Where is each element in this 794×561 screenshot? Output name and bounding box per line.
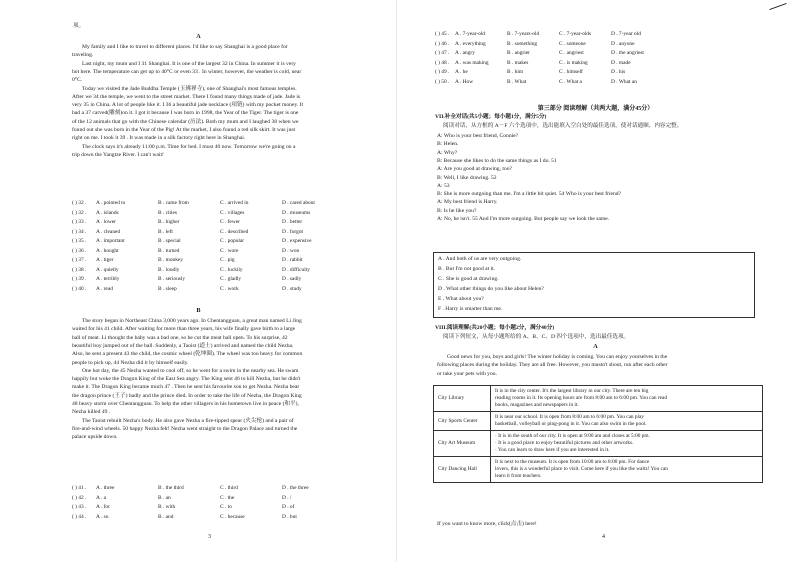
answer-option-c[interactable]: C . because [220, 513, 245, 520]
answer-option-d[interactable]: D . anyone [611, 40, 635, 47]
place-description [491, 431, 763, 457]
answer-option-a[interactable]: A . was making [455, 59, 489, 66]
answer-option-b[interactable]: B . loudly [158, 266, 180, 273]
question-number: ( ) 43 . [72, 504, 87, 510]
answer-option-a[interactable]: A . for [96, 504, 110, 510]
question-number: ( ) 49 . [435, 69, 450, 75]
table-row [434, 431, 763, 457]
passage-line: The story began in Northeast China 3,000 years ago. In Chentangguan, a great man named Li Jing [82, 318, 302, 324]
answer-option-d[interactable]: D . cared about [282, 200, 315, 206]
answer-option-c[interactable]: C . What a [559, 78, 582, 85]
question-number: ( ) 38 . [72, 266, 87, 273]
page-number-left: 3 [208, 534, 211, 540]
answer-option-a[interactable]: A . lower [96, 219, 116, 225]
answer-option-b[interactable]: B . him [507, 69, 524, 75]
passage-line: B: Because she likes to do the same things as I do. 51 [437, 157, 557, 164]
place-description [491, 386, 763, 412]
answer-option-a[interactable]: A . angry [455, 50, 475, 56]
answer-option-a[interactable]: A . read [96, 285, 113, 292]
answer-option-b[interactable]: B . with [158, 504, 176, 510]
answer-option-a[interactable]: A . pointed to [96, 200, 126, 206]
answer-option-a[interactable]: A . quietly [96, 266, 119, 273]
answer-option-d[interactable]: D . rabbit [282, 257, 303, 263]
place-name: City Dancing Hall [434, 457, 491, 483]
answer-option-b[interactable]: B . What [507, 78, 527, 85]
passage-line: Last night, my mum and I 31 Shanghai. It is one of the largest 32 in China. In summer it is very [82, 60, 296, 67]
answer-option-c[interactable]: C . is making [559, 59, 588, 66]
answer-option-d[interactable]: D . forgot [282, 228, 304, 235]
answer-option-c[interactable]: C . 7-year-olds [559, 31, 592, 37]
top-fragment: 项。 [73, 23, 85, 29]
answer-option-a[interactable]: A . How [455, 78, 474, 85]
reading-a-heading: A [593, 343, 598, 350]
passage-line: A: 53 [437, 182, 450, 189]
passage-line: following places during the holiday. They are all free. However, you mustn't shout, run after each other [437, 362, 668, 369]
answer-option-d[interactable]: D . study [282, 285, 302, 292]
question-number: ( ) 48 . [435, 59, 450, 66]
answer-option-a[interactable]: A . bought [96, 247, 119, 254]
passage-line: waited for his 41 child. After waiting for more than three years, his wife finally gave birth to a large [72, 326, 296, 333]
option-item: C . She is good at drawing. [438, 276, 499, 282]
answer-option-b[interactable]: B . monkey [158, 257, 184, 263]
passage-line: Today we visited the Jade Buddha Temple (玉佛禅寺), one of Shanghai's most famous temples. [82, 85, 297, 92]
answer-option-a[interactable]: A . tiger [96, 257, 114, 263]
answer-option-d[interactable]: D . the three [282, 485, 309, 491]
question-number: ( ) 47 . [435, 50, 450, 56]
answer-option-a[interactable]: A . islands [96, 209, 119, 216]
passage-line: make it. The Dragon King became much 47 . Then he sent his favourite son to get Nezha. Nezha beat [72, 384, 299, 391]
question-number: ( ) 41 . [72, 485, 87, 491]
answer-option-b[interactable]: B . seriously [158, 276, 186, 282]
passage-line: palace upside down. [72, 434, 118, 441]
answer-option-b[interactable]: B . cities [158, 209, 178, 216]
description-line: It is in the city center. It's the largest library in our city. There are ten big [495, 388, 649, 394]
question-number: ( ) 34 . [72, 228, 87, 235]
answer-option-a[interactable]: A . 7-year-old [455, 31, 485, 37]
answer-option-b[interactable]: B . special [158, 238, 181, 244]
passage-line: A: No, he isn't. 55 And I'm more outgoing. But people say we look the same. [437, 216, 610, 222]
passage-line: hot here. The temperature can get up to 40°C or even 33 . In winter, however, the weather is cold, near [72, 68, 302, 75]
answer-option-c[interactable]: C . gladly [220, 276, 242, 282]
description-line: It is near our school. It is open from 8:00 am to 6:00 pm. You can play [495, 414, 645, 420]
section-vii-title: VII.补全对话(共5小题；每小题1分，满分5分) [435, 114, 547, 120]
option-item: B . But I'm not good at it. [438, 266, 496, 272]
answer-option-b[interactable]: B . sleep [158, 285, 177, 292]
answer-option-d[interactable]: D . won [282, 247, 300, 254]
passage-line: The clock says it's already 11:00 p.m. Time for bed. I must 40 now. Tomorrow we're going on a [82, 143, 296, 150]
answer-option-d[interactable]: D . What an [611, 78, 637, 85]
passage-line: very 35 in China. A lot of people like it. I 36 a beautiful jade necklace (项链) with my pocket money. It [72, 102, 304, 109]
answer-option-c[interactable]: C . described [220, 228, 249, 235]
passage-line: happily but woke the Dragon King of the East Sea angry. The King sent 46 to kill Nezha, but he didn't [72, 376, 301, 383]
place-description [491, 412, 763, 431]
option-item: F . Harry is smarter than me. [438, 306, 503, 312]
answer-option-c[interactable]: C . villages [220, 209, 245, 216]
place-description [491, 457, 763, 483]
description-line: · It is in the south of our city. It is open at 9:00 am and closes at 5:00 pm. [495, 433, 650, 439]
description-line: lovers, this is a wonderful place to visit. Come here if you like the waltz! You can [495, 466, 668, 472]
section-viii-title: VIII.阅读理解(共20小题；每小题2分，满分40分) [435, 325, 555, 331]
passage-line: the dragon prince (王子) badly and the prince died. In order to take the life of Nezha, the Dragon King [72, 392, 302, 399]
section-viii-instruction: 阅读下列短文，从每小题所给的 A、B、C、D 四个选项中，选出最佳选项。 [443, 334, 630, 340]
answer-option-c[interactable]: C . someone [559, 40, 586, 47]
passage-line: found out she was born in the Year of the Pig! At the market, I also found a red silk skirt. It was just [72, 127, 296, 133]
table-row [434, 412, 763, 431]
description-line: books, magazines and newspapers in it. [495, 402, 579, 408]
answer-option-c[interactable]: C . arrived in [220, 200, 249, 206]
passage-line: Good news for you, boys and girls! The winter holiday is coming. You can enjoy yourselves in the [447, 354, 668, 360]
passage-line: Nezha killed 49 . [72, 409, 111, 416]
question-number: ( ) 39 . [72, 276, 87, 282]
question-number: ( ) 35 . [72, 238, 87, 244]
question-number: ( ) 37 . [72, 257, 87, 263]
place-name: City Art Museum [434, 431, 491, 457]
option-item: A . And both of us are very outgoing. [438, 256, 522, 262]
answer-option-a[interactable]: A . so [96, 513, 109, 520]
answer-option-d[interactable]: D . his [611, 69, 626, 75]
passage-line: had a 37 carved(雕刻)on it. I got it because I was born in 1998, the Year of the Tiger. The tiger is one [72, 110, 299, 117]
answer-option-b[interactable]: B . came from [158, 200, 189, 206]
passage-line: B: Helen. [437, 141, 459, 148]
passage-line: people to pick up, 44 Nezha did it by himself easily. [72, 359, 189, 366]
question-number: ( ) 45 . [435, 31, 450, 37]
option-item: D . What other things do you like about Helen? [438, 286, 544, 292]
passage-line: ball of meat. Li thought the baby was a bad one, so he cut the meat ball open. To his surprise, 42 [72, 334, 288, 341]
answer-option-c[interactable]: C . pig [220, 257, 235, 263]
description-line: learn it from teachers. [495, 473, 542, 479]
passage-line: A: Who is your best friend, Connie? [437, 133, 519, 139]
answer-option-a[interactable]: A . terribly [96, 276, 120, 282]
passage-line: fire-and-wind wheels. 50 happy Nezha felt! Nezha went straight to the Dragon Palace and turned the [72, 425, 298, 432]
answer-option-a[interactable]: A . three [96, 485, 115, 491]
passage-line: B: She is more outgoing than me. I'm a little bit quiet. 54 Who is your best friend? [437, 191, 622, 198]
passage-line: B: Well, I like drawing. 52 [437, 174, 497, 181]
passage-b-heading: B [196, 307, 201, 314]
description-line: reading rooms in it. Its opening hours are from 8:00 am to 6:00 pm. You can read [495, 395, 667, 401]
description-line: · It is a good place to enjoy beautiful pictures and other artworks. [495, 440, 634, 446]
question-number: ( ) 50 . [435, 78, 450, 85]
place-name: City Sports Center [434, 412, 491, 431]
answer-option-d[interactable]: D . made [611, 59, 631, 66]
answer-option-d[interactable]: D . difficulty [282, 266, 310, 273]
part3-title: 第三部分 阅读理解（共两大题，满分45分） [537, 106, 654, 112]
options-box [433, 252, 755, 318]
passage-line: My family and I like to travel to different places. I'd like to say Shanghai is a good place for [82, 44, 288, 50]
passage-line: A: Why? [437, 149, 458, 156]
answer-option-d[interactable]: D . / [282, 494, 292, 501]
answer-option-d[interactable]: D . 7-year old [611, 31, 641, 37]
passage-line: right on me. I took it 39 . It was made in a silk factory right here in Shanghai. [72, 135, 246, 142]
corner-mark [769, 3, 786, 10]
passage-line: A: My best friend is Harry. [437, 199, 498, 206]
answer-option-b[interactable]: B . makes [507, 59, 529, 66]
question-number: ( ) 44 . [72, 513, 87, 520]
passage-line: trip down the Yangtze River. I can't wait! [72, 151, 164, 158]
answer-option-c[interactable]: C . luckily [220, 266, 243, 273]
answer-option-d[interactable]: D . of [282, 504, 295, 510]
passage-line: A: Are you good at drawing, too? [437, 166, 513, 173]
passage-line: of the 12 animals that go with the Chinese calendar (历法). Both my mum and I laughed 38 when we [72, 118, 299, 125]
answer-option-d[interactable]: D . better [282, 219, 303, 225]
answer-option-b[interactable]: B . 7-years-old [507, 31, 540, 37]
answer-option-c[interactable]: C . third [220, 485, 238, 491]
answer-option-b[interactable]: B . higher [158, 219, 180, 225]
passage-line: After we 34 the temple, we went to the street market. There I found many things made of jade. Jade is [72, 93, 301, 100]
answer-option-d[interactable]: D . the angriest [611, 50, 644, 56]
answer-option-b[interactable]: B . turned [158, 247, 180, 254]
answer-option-d[interactable]: D . expensive [282, 238, 312, 244]
table-row [434, 457, 763, 483]
question-number: ( ) 32 . [72, 200, 87, 206]
passage-line: B: Is he like you? [437, 207, 477, 214]
answer-option-b[interactable]: B . the third [158, 485, 184, 491]
question-number: ( ) 33 . [72, 219, 87, 225]
answer-option-b[interactable]: B . an [158, 494, 171, 501]
answer-option-c[interactable]: C . the [220, 494, 235, 501]
question-number: ( ) 40 . [72, 285, 87, 292]
passage-line: 0°C. [72, 77, 83, 84]
answer-option-a[interactable]: A . cleaned [96, 228, 121, 235]
table-row [434, 386, 763, 412]
answer-option-c[interactable]: C . himself [559, 69, 583, 75]
question-number: ( ) 46 . [435, 40, 450, 47]
passage-line: traveling. [72, 52, 94, 59]
answer-option-b[interactable]: B . something [507, 40, 538, 47]
right-page [397, 0, 794, 561]
passage-line: The Taoist rebuilt Nezha's body. He also gave Nezha a fire-tipped spear (火尖枪) and a pair of [82, 417, 294, 424]
description-line: basketball, volleyball or ping-pong in it. You can also swim in the pool. [495, 421, 647, 427]
description-line: · You can learn to draw here if you are interested in it. [495, 447, 610, 453]
answer-option-c[interactable]: C . fewer [220, 219, 240, 225]
answer-option-b[interactable]: B . angrier [507, 50, 530, 56]
answer-option-c[interactable]: C . wore [220, 247, 239, 254]
places-table [433, 385, 763, 483]
passage-line: Also, he sent a present 43 the child, the cosmic wheel (乾坤圈). The wheel was too heavy for common [72, 351, 303, 358]
question-number: ( ) 32 . [72, 209, 87, 216]
answer-option-d[interactable]: D . museums [282, 209, 311, 216]
answer-option-a[interactable]: A . important [96, 238, 125, 244]
answer-option-d[interactable]: D . but [282, 513, 297, 520]
answer-option-a[interactable]: A . everything [455, 40, 486, 47]
answer-option-c[interactable]: C . angriest [559, 50, 584, 56]
passage-line: beautiful boy jumped out of the ball. Suddenly, a Taoist (道士) arrived and named the child Nezha. [72, 342, 294, 349]
answer-option-d[interactable]: D . sadly [282, 276, 302, 282]
answer-option-b[interactable]: B . left [158, 228, 173, 235]
question-number: ( ) 36 . [72, 247, 87, 254]
question-number: ( ) 42 . [72, 494, 87, 501]
passage-line: or take your pets with you. [437, 370, 497, 377]
passage-line: One hot day, the 45 Nezha wanted to cool off, so he went for a swim in the nearby sea. He swam [82, 367, 299, 374]
answer-option-b[interactable]: B . and [158, 513, 174, 520]
answer-option-c[interactable]: C . popular [220, 238, 245, 244]
option-item: E . What about you? [438, 296, 484, 302]
section-vii-instruction: 阅读对话，从方框的 A－F 六个选项中，选出能填入空白处的最佳选项，使对话通顺、内容完整。 [443, 123, 683, 129]
answer-option-a[interactable]: A . he [455, 69, 468, 75]
passage-a-heading: A [196, 33, 201, 40]
click-here-line[interactable]: If you want to know more, click(点击) here! [437, 521, 537, 527]
place-name: City Library [434, 386, 491, 412]
page-number-right: 4 [602, 534, 605, 540]
passage-line: 48 heavy storm over Chentangguan. To help the other villagers in his hometown live in peace (和平), [72, 401, 299, 407]
answer-option-a[interactable]: A . a [96, 494, 107, 501]
description-line: It is next to the museum. It is open from 10:00 am to 8:00 pm. For dance [495, 459, 650, 465]
answer-option-c[interactable]: C . to [220, 504, 232, 510]
answer-option-c[interactable]: C . work [220, 285, 239, 292]
